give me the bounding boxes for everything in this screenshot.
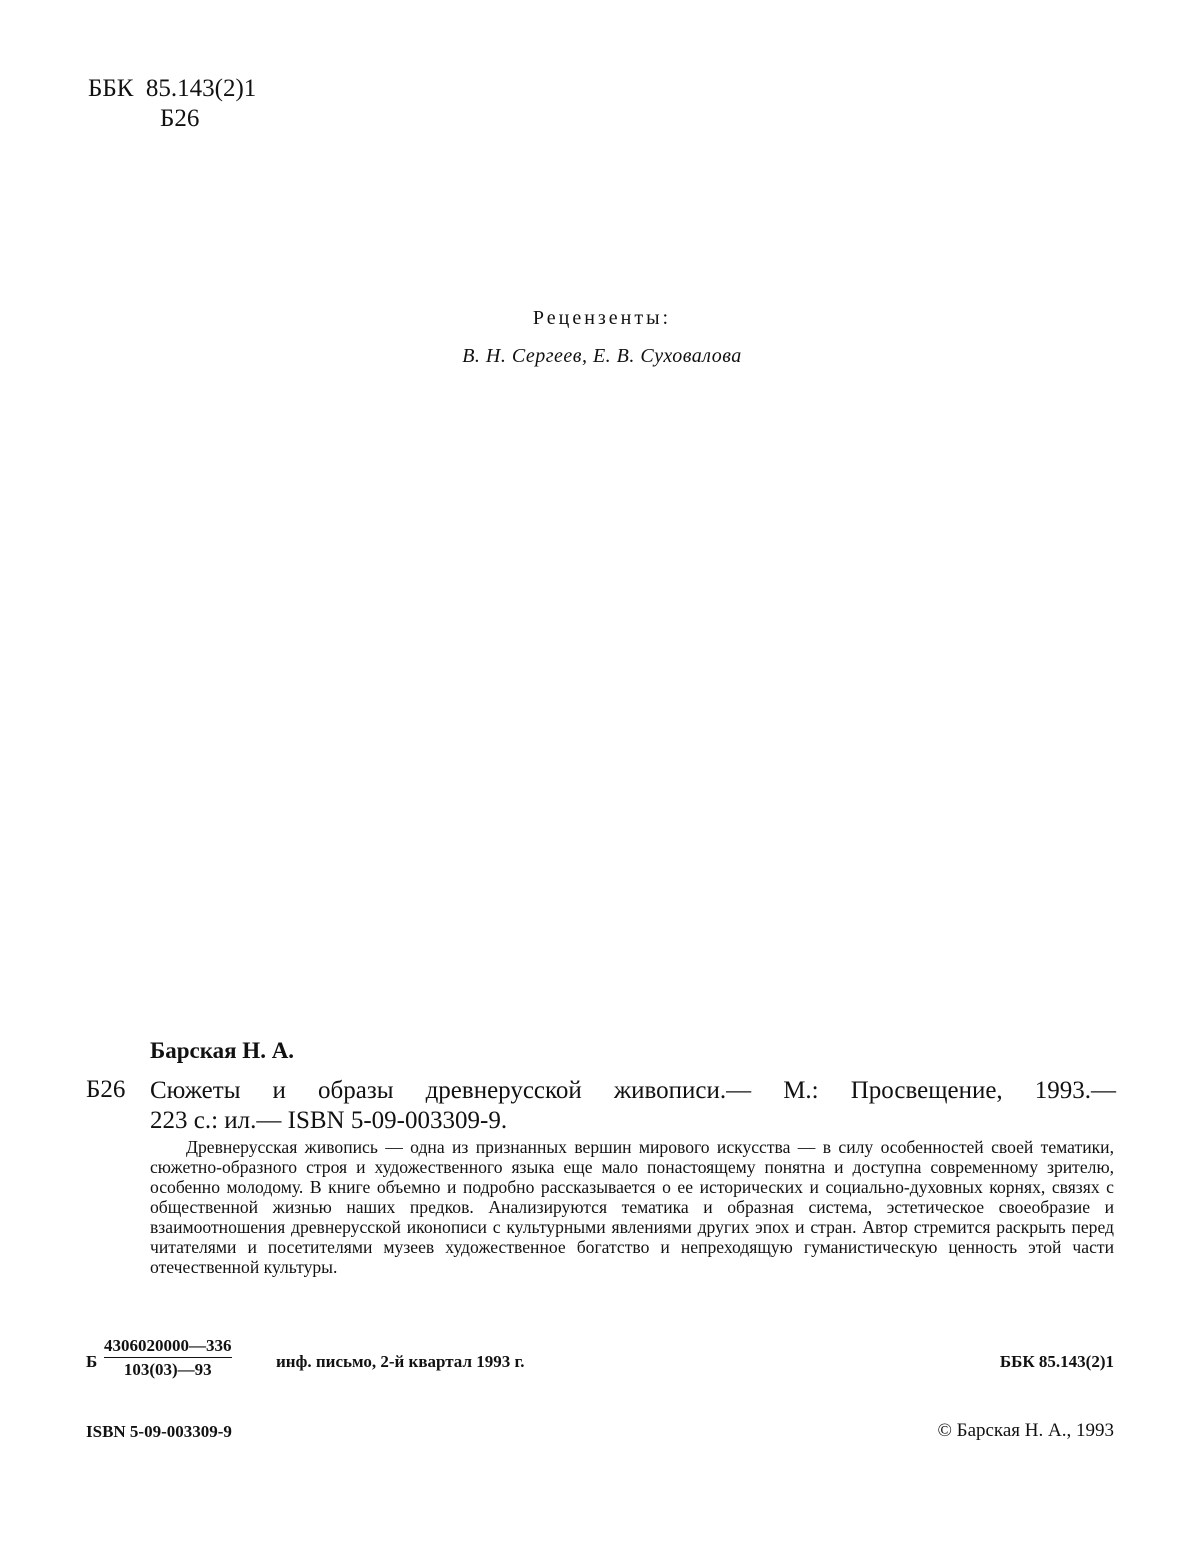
imprint-letter: Б <box>86 1352 98 1371</box>
imprint-note: инф. письмо, 2-й квартал 1993 г. <box>276 1352 525 1371</box>
imprint-numerator: 4306020000—336 <box>104 1336 232 1358</box>
catalog-annotation: Древнерусская живопись — одна из признанных вершин мирового искусства — в силу особенностей своей тематики, сюжетно-образного строя и художественного языка еще мало понастоящему понятна и доступна современному зрителю, особенно молодому. В книге объемно и подробно рассказывается о ее исторических и социально-духовных корнях, связях с общественной жизнью наших предков. Анализируются тематика и образная система, эстетическое своеобразие и взаимоотношения древнерусской иконописи с культурными явлениями других эпох и стран. Автор стремится раскрыть перед читателями и посетителями музеев художественное богатство и непреходящую гуманистическую ценность этой части отечественной культуры. <box>150 1137 1114 1277</box>
citation-line-1: Сюжеты и образы древнерусской живописи.— М.: Просвещение, 1993.— <box>150 1077 1116 1104</box>
citation-line-2: 223 с.: ил.— ISBN 5-09-003309-9. <box>150 1107 508 1134</box>
imprint-denominator: 103(03)—93 <box>123 1360 212 1379</box>
imprint-fraction <box>104 1336 232 1380</box>
bbk-author-mark: Б26 <box>160 105 200 132</box>
copyright-notice: © Барская Н. А., 1993 <box>937 1420 1114 1441</box>
imprint-bbk: ББК 85.143(2)1 <box>999 1352 1114 1371</box>
bbk-value: 85.143(2)1 <box>145 75 257 102</box>
bbk-classification <box>88 74 256 134</box>
reviewers-names: В. Н. Сергеев, Е. В. Суховалова <box>462 345 742 367</box>
catalog-author: Барская Н. А. <box>150 1038 295 1063</box>
imprint-isbn: ISBN 5-09-003309-9 <box>86 1422 232 1441</box>
bbk-label: ББК <box>88 75 134 102</box>
bbk-code-row <box>88 74 256 104</box>
catalog-citation <box>150 1076 1116 1136</box>
reviewers-heading: Рецензенты: <box>532 307 672 329</box>
catalog-author-mark: Б26 <box>86 1076 126 1103</box>
